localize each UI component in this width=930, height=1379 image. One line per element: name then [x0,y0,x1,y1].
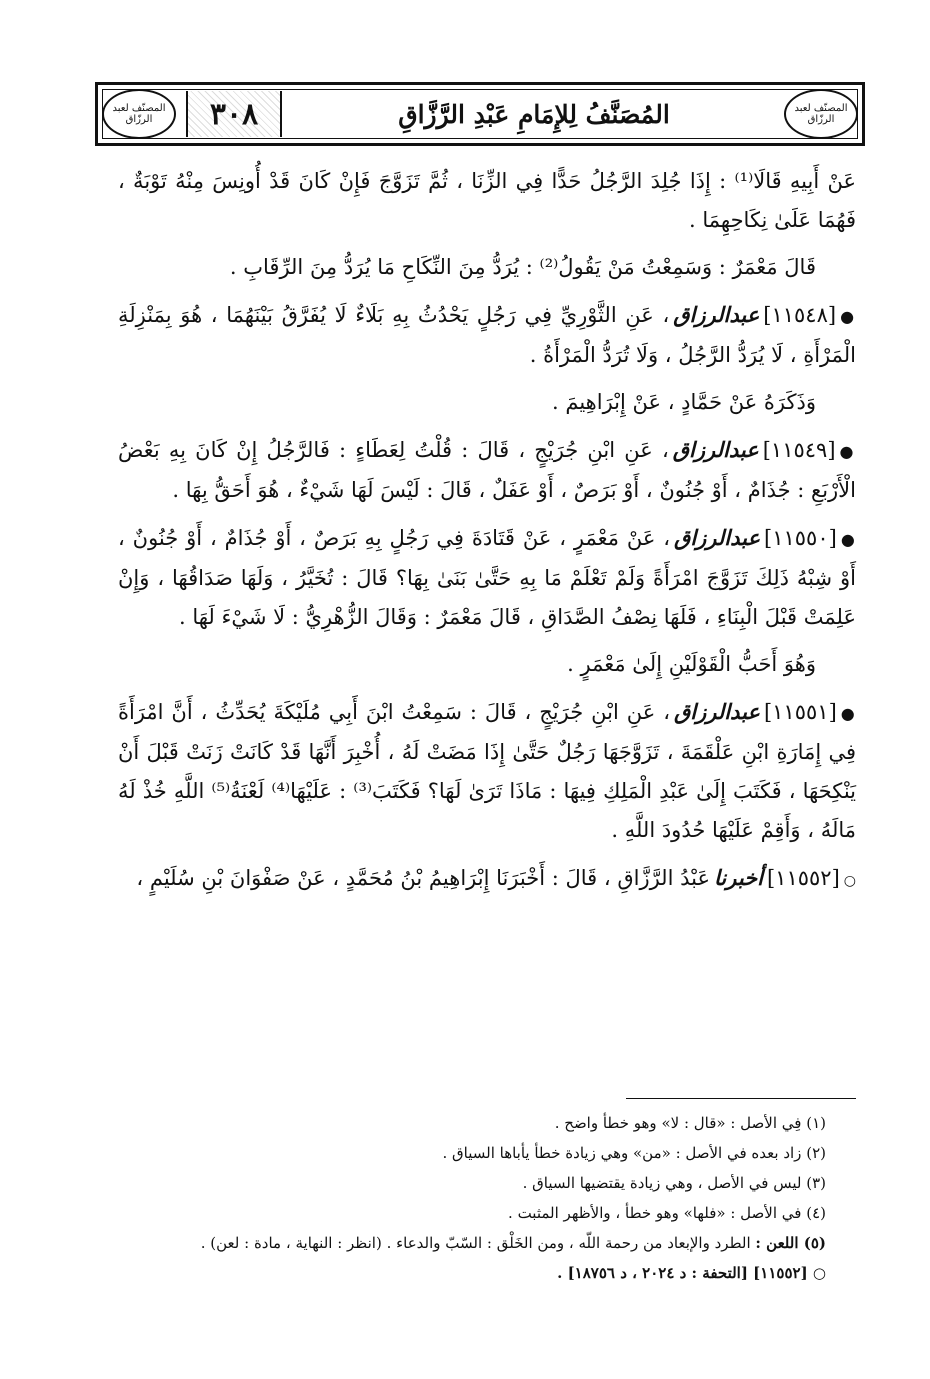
entry-marker: ● [839,442,856,461]
paragraph-text: عَنْ أَبِيهِ قَالَا⁽¹⁾ : إِذَا جُلِدَ الرَّجُلُ حَدًّا فِي الزِّنَا ، ثُمَّ تَزَوَّجَ فَإِنْ كَانَ قَدْ أُونِسَ مِنْهُ تَوْبَةٌ ، فَهُمَا عَلَىٰ نِكَاحِهِمَا . [118,169,856,232]
footnote-text: زاد بعده في الأصل : «من» وهي زيادة خطأ يأباها السياق . [442,1144,802,1162]
hadith-number: [١١٥٥١] [763,700,837,724]
entry-marker: ● [840,704,856,723]
paragraph-text: وَهُوَ أَحَبُّ الْقَوْلَيْنِ إِلَىٰ مَعْمَرٍ . [567,652,816,676]
hadith-text: ، عَنِ ابْنِ جُرَيْجٍ ، قَالَ : سَمِعْتُ ابْنَ أَبِي مُلَيْكَةَ يُحَدِّثُ ، أَنَّ امْرَأَةً فِي إِمَارَةِ ابْنِ عَلْقَمَةَ ، تَزَوَّجَهَا رَجُلٌ حَتَّىٰ إِذَا مَضَتْ لَهُ ، أُخْبِرَ أَنَّهَا قَدْ كَانَتْ زَنَتْ قَبْلَ أَنْ يَنْكِحَهَا ، فَكَتَبَ إِلَىٰ عَبْدِ الْمَلِكِ فِيهَا : مَاذَا تَرَىٰ لَهَا؟ فَكَتَبَ⁽³⁾ : عَلَيْهَا⁽⁴⁾ لَعْنَةُ⁽⁵⁾ اللَّهِ خُذْ لَهُ مَالَهُ ، وَأَقِمْ عَلَيْهَا حُدُودَ اللَّهِ . [118,700,857,842]
footnote-text: ليس في الأصل ، وهي زيادة يقتضيها السياق . [522,1174,802,1192]
seal-text: المصنّف لعبد الرزّاق [794,103,848,125]
hadith-text: ، عَنْ مَعْمَرٍ ، عَنْ قَتَادَةَ فِي رَجُلٍ بِهِ بَرَصٌ ، أَوْ جُذَامٌ ، أَوْ جُنُونٌ ، أَوْ شِبْهُ ذَلِكَ تَزَوَّجَ امْرَأَةً وَلَمْ تَعْلَمْ مَا بِهِ حَتَّىٰ بَنَىٰ بِهَا؟ قَالَ : تُخَيَّرُ ، وَلَهَا صَدَاقُهَا ، وَإِنْ عَلِمَتْ قَبْلَ الْبِنَاءِ ، فَلَهَا نِصْفُ الصَّدَاقِ ، قَالَ مَعْمَرٌ : وَقَالَ الزُّهْرِيُّ : لَا شَيْءَ لَهَا . [118,526,856,629]
footnote [80,1108,826,1138]
paragraph [118,645,856,684]
right-seal-ornament [784,89,858,139]
hadith-text: ، عَنِ ابْنِ جُرَيْجٍ ، قَالَ : قُلْتُ لِعَطَاءٍ : فَالرَّجُلُ إِنْ كَانَ بِهِ بَعْضُ الْأَرْبَعِ : جُذَامٌ ، أَوْ جُنُونٌ ، أَوْ بَرَصٌ ، أَوْ عَفَلٌ ، قَالَ : لَيْسَ لَهَا شَيْءٌ ، هُوَ أَحَقُّ بِهَا . [118,438,856,502]
page-header [95,82,865,146]
footnote-text: الطرد والإبعاد من رحمة اللّه ، ومن الخَلْق : السّبّ والدعاء . (انظر : النهاية ، مادة : لعن) . [200,1234,751,1252]
entry-marker: ● [840,530,856,549]
hadith-number: [١١٥٥٢] [766,866,840,890]
footnote-text: في الأصل : «فلها» وهو خطأ ، والأظهر المثبت . [508,1204,802,1222]
hadith-entry [118,692,856,850]
paragraph-text: قَالَ مَعْمَرٌ : وَسَمِعْتُ مَنْ يَقُولُ⁽²⁾ : يُرَدُّ مِنَ النِّكَاحِ مَا يُرَدُّ مِنَ الرِّقَابِ . [229,255,816,279]
hadith-text: ، عَنِ الثَّوْرِيِّ فِي رَجُلٍ يَحْدُثُ بِهِ بَلَاءٌ لَا يُفَرَّقُ بَيْنَهُمَا ، هُوَ بِمَنْزِلَةِ الْمَرْأَةِ ، لَا يُرَدُّ الرَّجُلُ ، وَلَا تُرَدُّ الْمَرْأَةُ . [118,303,856,367]
hadith-author: عبدالرزاق [674,525,761,550]
main-text [118,162,856,909]
paragraph [118,162,856,240]
footnote-lead: (٤) [806,1204,826,1222]
hadith-author: عبدالرزاق [673,699,760,724]
footnote-lead: (٢) [806,1144,826,1162]
footnote [80,1198,826,1228]
footnote-text: فِي الأصل : «قال : لا» وهو خطأ واضح . [554,1114,802,1132]
footnote [80,1168,826,1198]
hadith-number: [١١٥٥٠] [764,526,837,550]
footnote-lead: (١) [806,1114,826,1132]
page-number: ٣٠٨ [186,91,282,137]
hadith-entry [118,518,856,637]
footnote-divider [626,1098,856,1099]
hadith-entry [118,858,856,901]
seal-text: المصنّف لعبد الرزّاق [112,103,166,125]
hadith-author: عبدالرزاق [672,437,759,462]
footnote-lead: (٣) [806,1174,826,1192]
hadith-text: عَبْدُ الرَّزَّاقِ ، قَالَ : أَخْبَرَنَا إِبْرَاهِيمُ بْنُ مُحَمَّدٍ ، عَنْ صَفْوَانَ بْنِ سُلَيْمٍ ، [136,866,710,890]
hadith-entry [118,295,856,375]
entry-marker: ● [840,307,857,326]
book-title: المُصَنَّفُ لِلإِمَامِ عَبْدِ الرَّزَّاقِ [398,99,670,129]
tuhfa-reference: ○ [١١٥٥٢] [التحفة : د ٢٠٢٤ ، د ١٨٧٥٦] . [557,1264,826,1282]
hadith-number: [١١٥٤٨] [763,303,837,327]
footnote-lead: (٥) اللعن : [755,1234,826,1252]
left-seal-ornament [102,89,176,139]
paragraph [118,383,856,422]
footnotes [80,1108,826,1288]
footnote [80,1138,826,1168]
entry-marker: ○ [843,873,856,889]
footnote [80,1228,826,1258]
paragraph-text: وَذَكَرَهُ عَنْ حَمَّادٍ ، عَنْ إِبْرَاهِيمَ . [552,390,816,414]
hadith-number: [١١٥٤٩] [762,438,836,462]
hadith-entry [118,430,856,510]
hadith-author: عبدالرزاق [673,302,760,327]
paragraph [118,248,856,287]
hadith-author: أخبرنا [713,865,763,890]
